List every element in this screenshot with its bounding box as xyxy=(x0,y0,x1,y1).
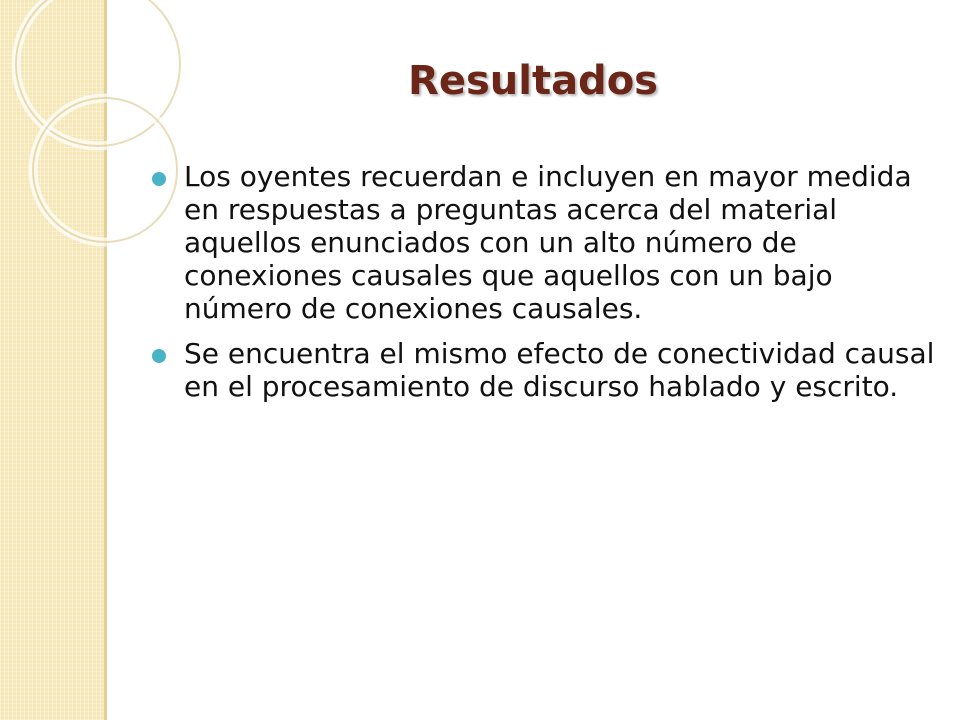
bullet-item xyxy=(152,160,942,325)
bullet-text: Los oyentes recuerdan e incluyen en mayor medida en respuestas a preguntas acerca del material aquellos enunciados con un alto número de conexiones causales que aquellos con un bajo número de conexiones causales. xyxy=(184,160,912,325)
bullet-dot-icon xyxy=(152,172,166,186)
bullet-dot-icon xyxy=(152,349,166,363)
bullet-list xyxy=(152,160,942,415)
slide-title: Resultados xyxy=(408,58,658,104)
bullet-text: Se encuentra el mismo efecto de conectividad causal en el procesamiento de discurso hablado y escrito. xyxy=(184,337,935,403)
bullet-item xyxy=(152,337,942,403)
